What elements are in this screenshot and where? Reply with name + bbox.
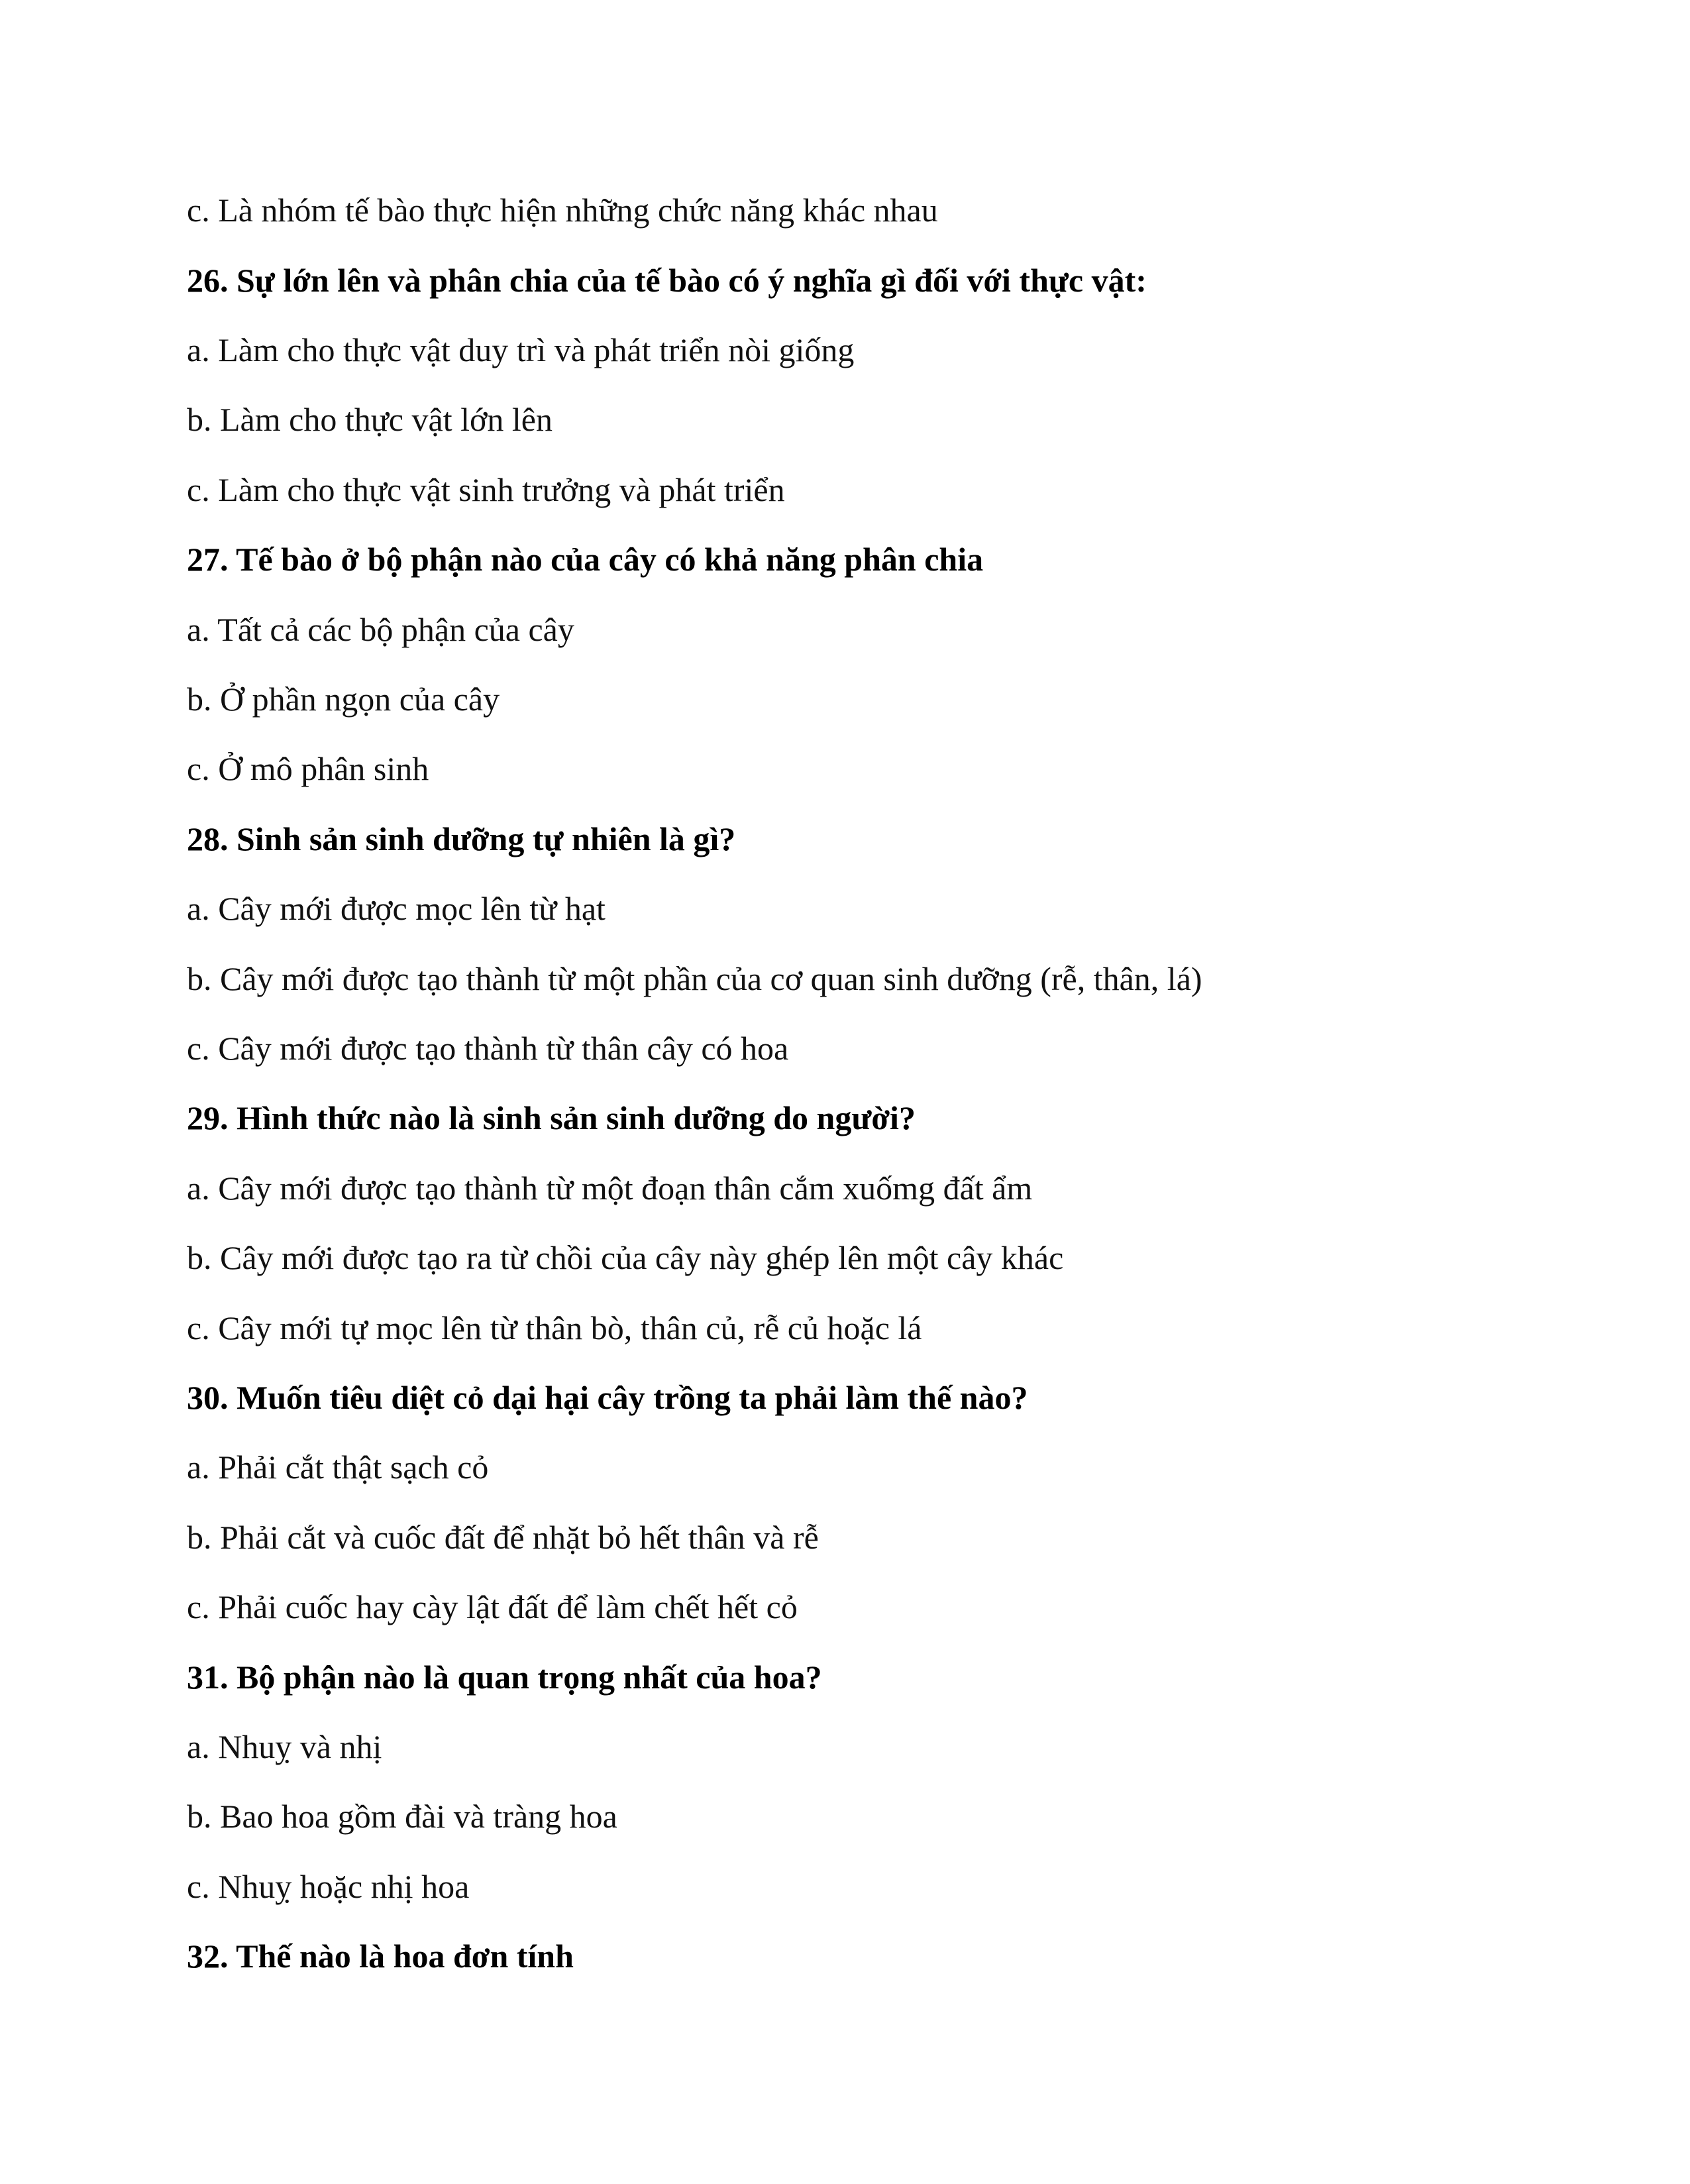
option-29a: a. Cây mới được tạo thành từ một đoạn thân cắm xuốmg đất ẩm — [187, 1170, 1033, 1207]
question-29: 29. Hình thức nào là sinh sản sinh dưỡng do người? — [187, 1099, 916, 1136]
option-28b: b. Cây mới được tạo thành từ một phần của cơ quan sinh dưỡng (rễ, thân, lá) — [187, 960, 1202, 997]
option-28a: a. Cây mới được mọc lên từ hạt — [187, 890, 606, 927]
question-28: 28. Sinh sản sinh dưỡng tự nhiên là gì? — [187, 820, 736, 857]
question-31: 31. Bộ phận nào là quan trọng nhất của hoa? — [187, 1659, 822, 1696]
option-28c: c. Cây mới được tạo thành từ thân cây có hoa — [187, 1030, 789, 1067]
option-30a: a. Phải cắt thật sạch cỏ — [187, 1448, 489, 1486]
option-30b: b. Phải cắt và cuốc đất để nhặt bỏ hết thân và rễ — [187, 1519, 819, 1556]
option-27a: a. Tất cả các bộ phận của cây — [187, 611, 574, 648]
option-25c: c. Là nhóm tế bào thực hiện những chức năng khác nhau — [187, 191, 938, 229]
option-26a: a. Làm cho thực vật duy trì và phát triển nòi giống — [187, 331, 855, 368]
option-27b: b. Ở phần ngọn của cây — [187, 681, 500, 718]
option-26b: b. Làm cho thực vật lớn lên — [187, 401, 553, 438]
option-29b: b. Cây mới được tạo ra từ chồi của cây này ghép lên một cây khác — [187, 1239, 1064, 1276]
option-26c: c. Làm cho thực vật sinh trưởng và phát triển — [187, 471, 785, 508]
question-26: 26. Sự lớn lên và phân chia của tế bào có ý nghĩa gì đối với thực vật: — [187, 262, 1147, 299]
option-31a: a. Nhuỵ và nhị — [187, 1728, 382, 1765]
question-32: 32. Thế nào là hoa đơn tính — [187, 1938, 574, 1975]
question-27: 27. Tế bào ở bộ phận nào của cây có khả năng phân chia — [187, 541, 984, 578]
option-30c: c. Phải cuốc hay cày lật đất để làm chết hết cỏ — [187, 1588, 798, 1625]
option-31c: c. Nhuỵ hoặc nhị hoa — [187, 1868, 470, 1905]
option-27c: c. Ở mô phân sinh — [187, 750, 429, 787]
option-29c: c. Cây mới tự mọc lên từ thân bò, thân củ, rễ củ hoặc lá — [187, 1309, 922, 1346]
question-30: 30. Muốn tiêu diệt cỏ dại hại cây trồng ta phải làm thế nào? — [187, 1379, 1028, 1416]
option-31b: b. Bao hoa gồm đài và tràng hoa — [187, 1798, 617, 1835]
